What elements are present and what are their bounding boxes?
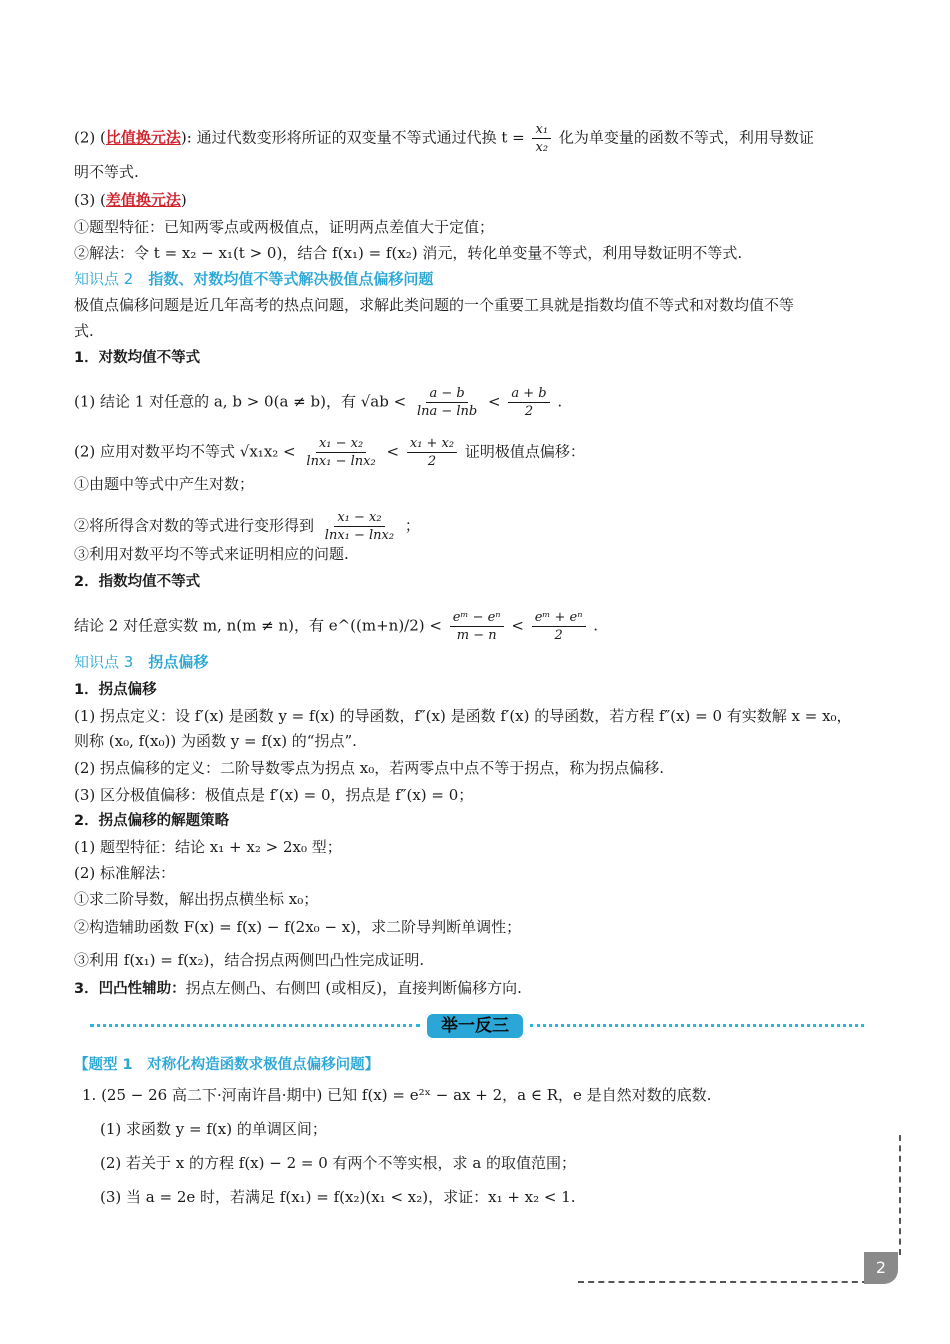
diff-method-label: 差值换元法 — [105, 191, 181, 209]
numerator: eᵐ + eⁿ — [532, 610, 586, 627]
line: (2) 拐点偏移的定义：二阶导数零点为拐点 x₀，若两零点中点不等于拐点，称为拐点偏移. — [74, 759, 665, 777]
line: ③利用 f(x₁) = f(x₂)，结合拐点两侧凹凸性完成证明. — [74, 951, 425, 969]
numerator: a + b — [508, 386, 549, 403]
line: 明不等式. — [74, 163, 139, 181]
log-mean-line — [74, 436, 585, 469]
page-frame-horizontal-dash — [578, 1281, 868, 1283]
conclusion-2-line — [74, 610, 598, 643]
dotted-divider-right — [530, 1024, 864, 1027]
text: 结论 2 对任意实数 m, n(m ≠ n)，有 e^((m+n)/2) < — [74, 616, 442, 635]
denominator: m − n — [456, 628, 497, 643]
line: (1) 题型特征：结论 x₁ + x₂ > 2x₀ 型； — [74, 838, 342, 856]
ratio-method-label: 比值换元法 — [105, 128, 181, 147]
text: < — [511, 616, 524, 635]
section-heading: 2．拐点偏移的解题策略 — [74, 813, 230, 829]
line: ①由题中等式中产生对数； — [74, 475, 255, 493]
text: 化为单变量的函数不等式，利用导数证 — [558, 128, 814, 147]
text: (3) ( — [74, 191, 106, 209]
numerator: x₁ — [532, 122, 551, 139]
conclusion-1-line — [74, 386, 562, 419]
section-heading: 3．凹凸性辅助： — [74, 981, 186, 997]
page-number: 2 — [864, 1252, 898, 1284]
denominator: lna − lnb — [416, 404, 478, 419]
line: (2) 标准解法： — [74, 864, 176, 882]
fraction — [450, 610, 504, 643]
text: ； — [404, 516, 420, 535]
question-stem: 1. (25 − 26 高二下·河南许昌·期中) 已知 f(x) = e²ˣ − ax + 2，a ∈ R，e 是自然对数的底数. — [82, 1086, 712, 1104]
kp-number: 知识点 2 — [74, 270, 134, 288]
text: . — [593, 616, 599, 635]
fraction-t — [532, 122, 551, 155]
numerator: a − b — [426, 386, 467, 403]
line: ①求二阶导数，解出拐点横坐标 x₀； — [74, 890, 319, 908]
line: ①题型特征：已知两零点或两极值点，证明两点差值大于定值； — [74, 218, 495, 236]
page-frame-vertical-dash — [899, 1135, 901, 1255]
practice-banner: 举一反三 — [425, 1012, 525, 1040]
text: < — [488, 392, 501, 411]
numerator: x₁ − x₂ — [316, 436, 366, 453]
denominator: x₂ — [535, 140, 549, 155]
knowledge-point-3-heading — [74, 652, 208, 672]
line: (1) 拐点定义：设 f′(x) 是函数 y = f(x) 的导函数，f″(x) 是函数 f′(x) 的导函数，若方程 f″(x) = 0 有实数解 x = x₀， — [74, 707, 852, 725]
dotted-divider-left — [90, 1024, 420, 1027]
denominator: lnx₁ − lnx₂ — [324, 528, 395, 543]
text: . — [557, 392, 563, 411]
denominator: lnx₁ − lnx₂ — [306, 454, 376, 469]
numerator: x₁ + x₂ — [407, 436, 457, 453]
text: (1) 结论 1 对任意的 a, b > 0(a ≠ b)，有 √ab < — [74, 392, 407, 411]
fraction — [407, 436, 457, 469]
section-heading: 1．对数均值不等式 — [74, 350, 201, 366]
section-heading: 1．拐点偏移 — [74, 682, 157, 698]
question-part-2: (2) 若关于 x 的方程 f(x) − 2 = 0 有两个不等实根，求 a 的取值范围； — [100, 1154, 577, 1172]
type-1-heading: 【题型 1 对称化构造函数求极值点偏移问题】 — [74, 1057, 380, 1073]
method-ratio-line — [74, 122, 814, 155]
fraction — [322, 510, 397, 543]
kp-title: 指数、对数均值不等式解决极值点偏移问题 — [148, 270, 434, 288]
text: ): 通过代数变形将所证的双变量不等式通过代换 t = — [180, 128, 525, 147]
knowledge-point-2-heading — [74, 269, 433, 289]
text: ) — [180, 191, 187, 209]
convexity-line — [74, 978, 522, 999]
question-part-3: (3) 当 a = 2e 时，若满足 f(x₁) = f(x₂)(x₁ < x₂)，求证：x₁ + x₂ < 1. — [100, 1188, 576, 1206]
text: < — [386, 442, 400, 461]
text: ②将所得含对数的等式进行变形得到 — [74, 516, 315, 535]
line: 式. — [74, 322, 94, 340]
section-heading: 2．指数均值不等式 — [74, 574, 201, 590]
denominator: 2 — [554, 628, 563, 643]
fraction — [303, 436, 378, 469]
line: ③利用对数平均不等式来证明相应的问题. — [74, 545, 349, 563]
line: (3) 区分极值偏移：极值点是 f′(x) = 0，拐点是 f″(x) = 0； — [74, 786, 474, 804]
kp-number: 知识点 3 — [74, 653, 134, 671]
text: (2) ( — [74, 128, 106, 147]
numerator: x₁ − x₂ — [334, 510, 384, 527]
transform-line — [74, 510, 420, 543]
fraction — [508, 386, 549, 419]
text: 拐点左侧凸、右侧凹 (或相反)，直接判断偏移方向. — [185, 979, 522, 997]
fraction — [532, 610, 586, 643]
question-part-1: (1) 求函数 y = f(x) 的单调区间； — [100, 1120, 327, 1138]
text: (2) 应用对数平均不等式 √x₁x₂ < — [74, 442, 296, 461]
denominator: 2 — [427, 454, 437, 469]
denominator: 2 — [524, 404, 534, 419]
fraction — [414, 386, 480, 419]
text: 证明极值点偏移： — [464, 442, 585, 461]
kp-title: 拐点偏移 — [148, 653, 209, 671]
line: 极值点偏移问题是近几年高考的热点问题，求解此类问题的一个重要工具就是指数均值不等式和对数均值不等 — [74, 296, 795, 314]
line: ②构造辅助函数 F(x) = f(x) − f(2x₀ − x)，求二阶导判断单调性； — [74, 918, 522, 936]
method-diff-line — [74, 190, 187, 210]
line: ②解法：令 t = x₂ − x₁(t > 0)，结合 f(x₁) = f(x₂) 消元，转化单变量不等式，利用导数证明不等式. — [74, 244, 743, 262]
numerator: eᵐ − eⁿ — [450, 610, 504, 627]
line: 则称 (x₀, f(x₀)) 为函数 y = f(x) 的“拐点”. — [74, 732, 357, 750]
